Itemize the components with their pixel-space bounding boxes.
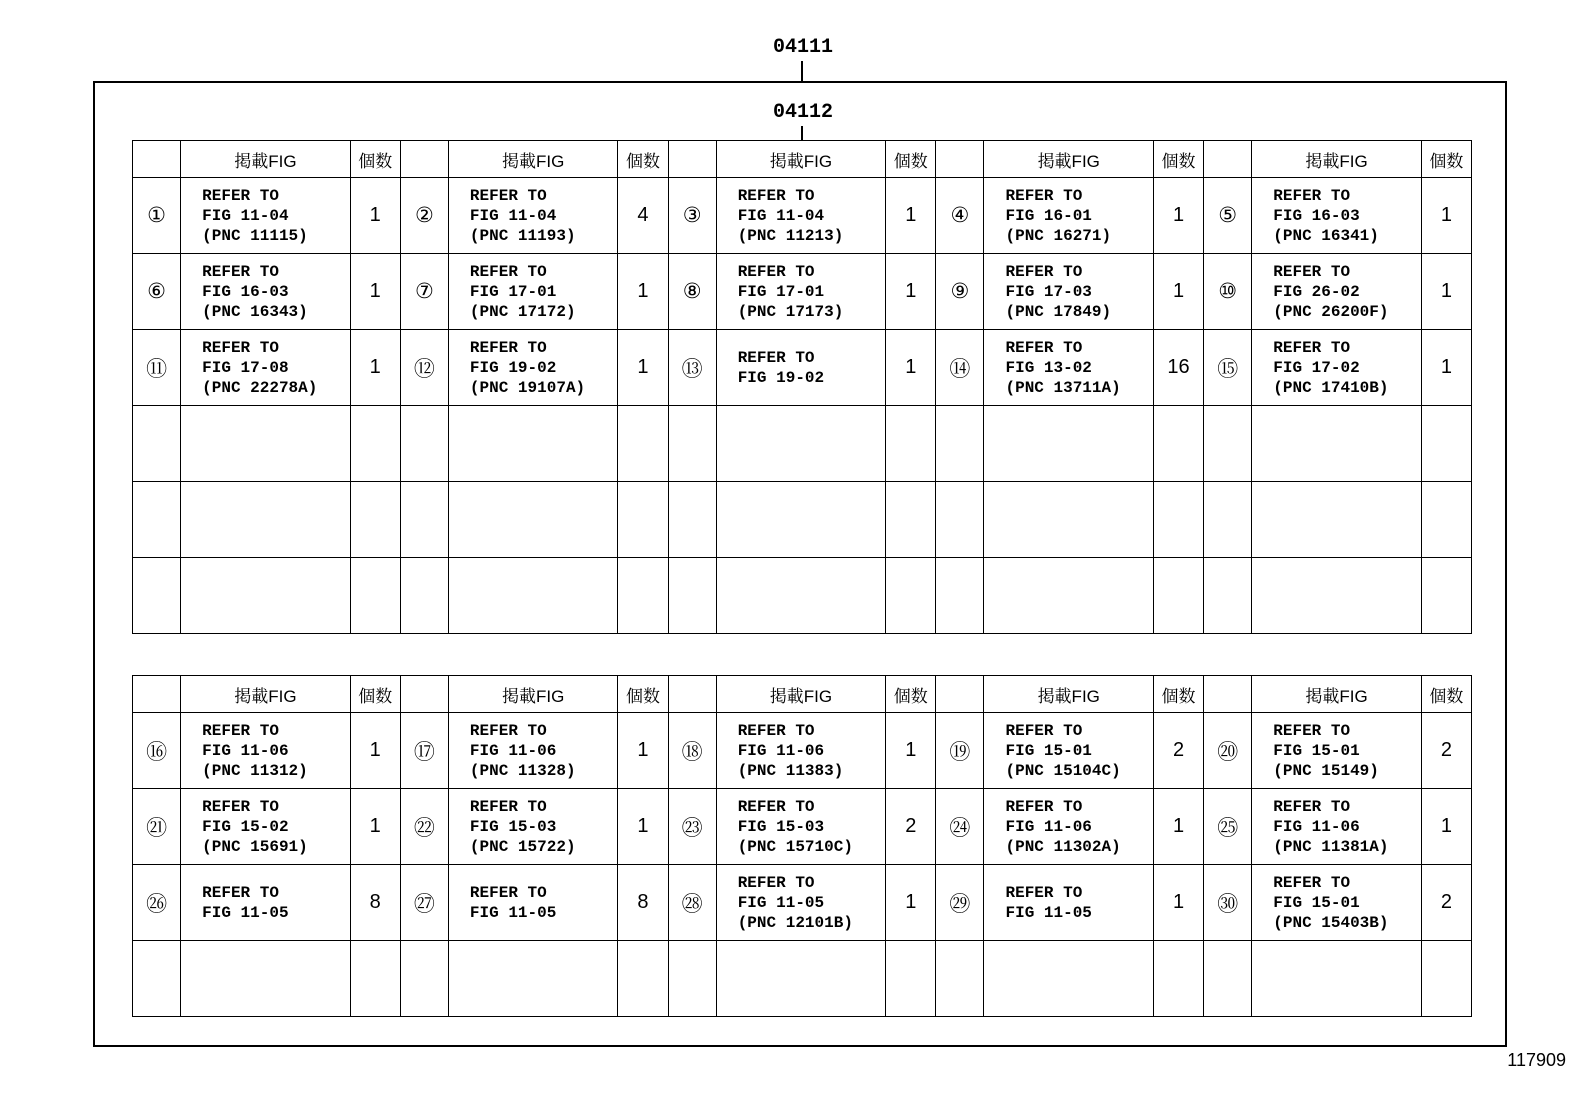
reference-cell [1252, 713, 1422, 789]
top-part-code: 04111 [773, 36, 834, 59]
header-number-cell [668, 676, 716, 713]
empty-cell [400, 482, 448, 558]
empty-cell [1204, 406, 1252, 482]
header-number-cell [133, 676, 181, 713]
empty-cell [350, 558, 400, 634]
quantity: 2 [1421, 713, 1471, 789]
reference-line: (PNC 12101B) [737, 913, 853, 932]
empty-cell [400, 406, 448, 482]
empty-cell [133, 482, 181, 558]
reference-line: REFER TO [1273, 338, 1351, 357]
reference-line: REFER TO [737, 348, 815, 367]
empty-cell [133, 941, 181, 1017]
header-qty: 個数 [618, 676, 668, 713]
empty-cell [886, 558, 936, 634]
reference-line: REFER TO [202, 338, 279, 357]
sub-part-code: 04112 [773, 101, 834, 124]
reference-cell [984, 789, 1154, 865]
reference-line: REFER TO [202, 721, 279, 740]
reference-line: (PNC 11312) [202, 761, 308, 780]
reference-line: FIG 17-02 [1273, 358, 1360, 377]
header-qty: 個数 [350, 676, 400, 713]
reference-line: FIG 19-02 [737, 368, 825, 387]
header-fig: 掲載FIG [1252, 141, 1422, 178]
quantity: 1 [350, 713, 400, 789]
reference-line: (PNC 13711A) [1005, 378, 1121, 397]
quantity: 1 [1153, 865, 1203, 941]
quantity: 1 [350, 330, 400, 406]
reference-line: FIG 15-02 [202, 817, 289, 836]
header-number-cell [936, 676, 984, 713]
quantity: 1 [886, 865, 936, 941]
reference-line: FIG 26-02 [1273, 282, 1360, 301]
item-number: ⑱ [668, 713, 716, 789]
reference-line: REFER TO [737, 721, 815, 740]
header-row [133, 676, 1472, 713]
item-number: ⑤ [1204, 178, 1252, 254]
empty-cell [1252, 406, 1422, 482]
reference-line: (PNC 11383) [737, 761, 844, 780]
reference-line: (PNC 16343) [202, 302, 308, 321]
quantity: 1 [1421, 789, 1471, 865]
reference-line: (PNC 15710C) [737, 837, 853, 856]
quantity: 1 [886, 178, 936, 254]
reference-line: FIG 11-06 [1005, 817, 1092, 836]
item-number: ⑧ [668, 254, 716, 330]
header-qty: 個数 [350, 141, 400, 178]
empty-cell [618, 941, 668, 1017]
reference-line: REFER TO [737, 262, 815, 281]
table-row [133, 178, 1472, 254]
empty-cell [618, 482, 668, 558]
empty-cell [618, 558, 668, 634]
empty-cell [181, 406, 351, 482]
empty-cell [984, 482, 1154, 558]
reference-cell [716, 254, 886, 330]
reference-line: REFER TO [469, 262, 547, 281]
reference-line: FIG 11-05 [469, 903, 557, 922]
item-number: ㉘ [668, 865, 716, 941]
reference-line: (PNC 11328) [469, 761, 576, 780]
reference-cell [984, 330, 1154, 406]
item-number: ⑨ [936, 254, 984, 330]
reference-line: FIG 17-08 [202, 358, 289, 377]
empty-cell [181, 482, 351, 558]
reference-line: (PNC 15403B) [1273, 913, 1389, 932]
header-qty: 個数 [886, 141, 936, 178]
reference-line: (PNC 11115) [202, 226, 308, 245]
reference-line: (PNC 17173) [737, 302, 844, 321]
reference-line: REFER TO [737, 186, 815, 205]
empty-cell [448, 406, 618, 482]
reference-line: FIG 11-06 [469, 741, 557, 760]
empty-cell [133, 406, 181, 482]
reference-line: REFER TO [737, 797, 815, 816]
reference-line: FIG 15-01 [1273, 741, 1360, 760]
reference-line: REFER TO [1005, 338, 1083, 357]
reference-line: FIG 11-04 [202, 206, 289, 225]
empty-cell [1252, 482, 1422, 558]
item-number: ⑪ [133, 330, 181, 406]
reference-line: REFER TO [1005, 186, 1083, 205]
reference-line: REFER TO [202, 883, 279, 902]
reference-line: (PNC 19107A) [469, 378, 586, 397]
empty-cell [984, 558, 1154, 634]
reference-line: FIG 17-01 [737, 282, 825, 301]
reference-line: REFER TO [1273, 186, 1351, 205]
reference-line: FIG 11-04 [737, 206, 825, 225]
header-fig: 掲載FIG [448, 141, 618, 178]
header-fig: 掲載FIG [716, 141, 886, 178]
table-row [133, 254, 1472, 330]
reference-line: (PNC 11381A) [1273, 837, 1389, 856]
quantity: 2 [886, 789, 936, 865]
quantity: 2 [1153, 713, 1203, 789]
header-number-cell [400, 676, 448, 713]
reference-cell [716, 713, 886, 789]
quantity: 1 [886, 713, 936, 789]
item-number: ⑳ [1204, 713, 1252, 789]
quantity: 1 [618, 254, 668, 330]
header-number-cell [668, 141, 716, 178]
empty-cell [1204, 482, 1252, 558]
item-number: ① [133, 178, 181, 254]
empty-cell [1421, 941, 1471, 1017]
reference-cell [716, 865, 886, 941]
empty-cell [668, 941, 716, 1017]
header-fig: 掲載FIG [716, 676, 886, 713]
empty-cell [716, 482, 886, 558]
header-fig: 掲載FIG [181, 676, 351, 713]
empty-row [133, 406, 1472, 482]
item-number: ㉚ [1204, 865, 1252, 941]
empty-cell [886, 482, 936, 558]
quantity: 1 [1153, 789, 1203, 865]
reference-cell [181, 254, 351, 330]
empty-cell [448, 482, 618, 558]
reference-cell [181, 713, 351, 789]
header-qty: 個数 [886, 676, 936, 713]
empty-cell [133, 558, 181, 634]
header-fig: 掲載FIG [181, 141, 351, 178]
reference-line: REFER TO [202, 186, 279, 205]
reference-line: (PNC 15104C) [1005, 761, 1121, 780]
header-qty: 個数 [1153, 141, 1203, 178]
reference-line: (PNC 26200F) [1273, 302, 1389, 321]
empty-cell [1153, 406, 1203, 482]
empty-cell [716, 941, 886, 1017]
empty-cell [618, 406, 668, 482]
item-number: ⑭ [936, 330, 984, 406]
quantity: 1 [1153, 254, 1203, 330]
top-leader-line [801, 61, 803, 81]
reference-line: REFER TO [1005, 797, 1083, 816]
reference-cell [448, 254, 618, 330]
reference-cell [448, 330, 618, 406]
quantity: 2 [1421, 865, 1471, 941]
quantity: 1 [1421, 254, 1471, 330]
empty-cell [936, 558, 984, 634]
quantity: 1 [886, 254, 936, 330]
reference-cell [716, 178, 886, 254]
reference-cell [1252, 254, 1422, 330]
reference-cell [1252, 789, 1422, 865]
empty-cell [400, 558, 448, 634]
empty-cell [1153, 482, 1203, 558]
reference-line: FIG 13-02 [1005, 358, 1092, 377]
item-number: ⑰ [400, 713, 448, 789]
image-number: 117909 [1507, 1050, 1566, 1070]
reference-line: (PNC 17849) [1005, 302, 1112, 321]
reference-line: FIG 15-01 [1005, 741, 1092, 760]
empty-cell [1421, 558, 1471, 634]
reference-line: (PNC 16341) [1273, 226, 1379, 245]
quantity: 8 [350, 865, 400, 941]
reference-cell [181, 789, 351, 865]
quantity: 1 [350, 789, 400, 865]
header-fig: 掲載FIG [448, 676, 618, 713]
reference-line: FIG 16-03 [1273, 206, 1360, 225]
reference-cell [984, 713, 1154, 789]
quantity: 1 [350, 254, 400, 330]
reference-line: FIG 11-05 [737, 893, 825, 912]
component-table-upper [132, 140, 1472, 634]
reference-cell [1252, 865, 1422, 941]
table-row [133, 789, 1472, 865]
reference-line: REFER TO [469, 721, 547, 740]
item-number: ③ [668, 178, 716, 254]
reference-line: FIG 16-03 [202, 282, 289, 301]
component-table-lower [132, 675, 1472, 1017]
reference-cell [984, 254, 1154, 330]
reference-line: FIG 15-03 [737, 817, 825, 836]
reference-line: REFER TO [1005, 721, 1083, 740]
reference-line: FIG 11-05 [1005, 903, 1092, 922]
reference-line: (PNC 11193) [469, 226, 576, 245]
empty-cell [1153, 941, 1203, 1017]
empty-cell [716, 558, 886, 634]
empty-cell [668, 482, 716, 558]
reference-line: (PNC 15722) [469, 837, 576, 856]
table-row [133, 713, 1472, 789]
header-number-cell [400, 141, 448, 178]
item-number: ⑫ [400, 330, 448, 406]
item-number: ㉔ [936, 789, 984, 865]
reference-line: FIG 11-05 [202, 903, 289, 922]
empty-cell [716, 406, 886, 482]
empty-cell [448, 558, 618, 634]
quantity: 4 [618, 178, 668, 254]
reference-line: REFER TO [1273, 721, 1351, 740]
reference-cell [716, 789, 886, 865]
quantity: 1 [1421, 330, 1471, 406]
reference-line: FIG 11-06 [1273, 817, 1360, 836]
item-number: ⑬ [668, 330, 716, 406]
reference-line: (PNC 15691) [202, 837, 308, 856]
empty-cell [400, 941, 448, 1017]
quantity: 16 [1153, 330, 1203, 406]
item-number: ㉗ [400, 865, 448, 941]
reference-line: (PNC 17410B) [1273, 378, 1389, 397]
item-number: ㉖ [133, 865, 181, 941]
header-number-cell [1204, 141, 1252, 178]
reference-line: FIG 11-06 [202, 741, 289, 760]
reference-cell [448, 178, 618, 254]
empty-cell [448, 941, 618, 1017]
empty-row [133, 558, 1472, 634]
item-number: ㉓ [668, 789, 716, 865]
reference-line: (PNC 17172) [469, 302, 576, 321]
empty-cell [886, 941, 936, 1017]
table-row [133, 330, 1472, 406]
reference-line: FIG 15-03 [469, 817, 557, 836]
header-qty: 個数 [1421, 141, 1471, 178]
quantity: 8 [618, 865, 668, 941]
reference-cell [984, 865, 1154, 941]
reference-line: FIG 15-01 [1273, 893, 1360, 912]
item-number: ⑩ [1204, 254, 1252, 330]
header-fig: 掲載FIG [1252, 676, 1422, 713]
empty-cell [668, 558, 716, 634]
reference-line: REFER TO [1005, 262, 1083, 281]
table-row [133, 865, 1472, 941]
reference-line: (PNC 11302A) [1005, 837, 1121, 856]
reference-line: FIG 17-03 [1005, 282, 1092, 301]
reference-line: REFER TO [1273, 262, 1351, 281]
item-number: ㉙ [936, 865, 984, 941]
reference-line: REFER TO [202, 797, 279, 816]
empty-cell [984, 406, 1154, 482]
empty-cell [181, 558, 351, 634]
reference-line: REFER TO [469, 186, 547, 205]
reference-line: FIG 11-06 [737, 741, 825, 760]
header-number-cell [133, 141, 181, 178]
quantity: 1 [1421, 178, 1471, 254]
reference-cell [1252, 178, 1422, 254]
reference-cell [984, 178, 1154, 254]
empty-cell [668, 406, 716, 482]
reference-cell [448, 789, 618, 865]
reference-cell [1252, 330, 1422, 406]
empty-row [133, 482, 1472, 558]
reference-line: REFER TO [737, 873, 815, 892]
empty-cell [936, 941, 984, 1017]
reference-line: (PNC 22278A) [202, 378, 318, 397]
reference-line: REFER TO [1005, 883, 1083, 902]
empty-cell [1252, 941, 1422, 1017]
header-fig: 掲載FIG [984, 141, 1154, 178]
empty-cell [1421, 482, 1471, 558]
empty-cell [181, 941, 351, 1017]
reference-line: (PNC 15149) [1273, 761, 1379, 780]
empty-cell [1252, 558, 1422, 634]
reference-line: (PNC 11213) [737, 226, 844, 245]
quantity: 1 [350, 178, 400, 254]
header-qty: 個数 [618, 141, 668, 178]
header-number-cell [936, 141, 984, 178]
item-number: ⑯ [133, 713, 181, 789]
item-number: ⑮ [1204, 330, 1252, 406]
empty-cell [350, 406, 400, 482]
empty-cell [1204, 558, 1252, 634]
item-number: ② [400, 178, 448, 254]
reference-line: (PNC 16271) [1005, 226, 1112, 245]
quantity: 1 [618, 330, 668, 406]
header-fig: 掲載FIG [984, 676, 1154, 713]
header-qty: 個数 [1421, 676, 1471, 713]
item-number: ⑥ [133, 254, 181, 330]
reference-cell [716, 330, 886, 406]
reference-cell [181, 330, 351, 406]
reference-cell [448, 713, 618, 789]
header-number-cell [1204, 676, 1252, 713]
item-number: ⑦ [400, 254, 448, 330]
reference-line: FIG 17-01 [469, 282, 557, 301]
reference-line: FIG 16-01 [1005, 206, 1092, 225]
empty-cell [886, 406, 936, 482]
reference-line: FIG 19-02 [469, 358, 557, 377]
empty-cell [1204, 941, 1252, 1017]
reference-cell [181, 865, 351, 941]
empty-cell [350, 482, 400, 558]
sub-leader-line [801, 126, 803, 140]
empty-cell [1421, 406, 1471, 482]
reference-cell [181, 178, 351, 254]
reference-line: REFER TO [469, 797, 547, 816]
reference-cell [448, 865, 618, 941]
reference-line: REFER TO [1273, 797, 1351, 816]
empty-row [133, 941, 1472, 1017]
empty-cell [936, 406, 984, 482]
reference-line: REFER TO [202, 262, 279, 281]
quantity: 1 [618, 713, 668, 789]
item-number: ㉑ [133, 789, 181, 865]
header-qty: 個数 [1153, 676, 1203, 713]
empty-cell [984, 941, 1154, 1017]
item-number: ㉒ [400, 789, 448, 865]
item-number: ④ [936, 178, 984, 254]
quantity: 1 [886, 330, 936, 406]
item-number: ㉕ [1204, 789, 1252, 865]
quantity: 1 [618, 789, 668, 865]
quantity: 1 [1153, 178, 1203, 254]
reference-line: REFER TO [1273, 873, 1351, 892]
empty-cell [936, 482, 984, 558]
empty-cell [1153, 558, 1203, 634]
item-number: ⑲ [936, 713, 984, 789]
header-row [133, 141, 1472, 178]
reference-line: REFER TO [469, 338, 547, 357]
empty-cell [350, 941, 400, 1017]
reference-line: FIG 11-04 [469, 206, 557, 225]
reference-line: REFER TO [469, 883, 547, 902]
